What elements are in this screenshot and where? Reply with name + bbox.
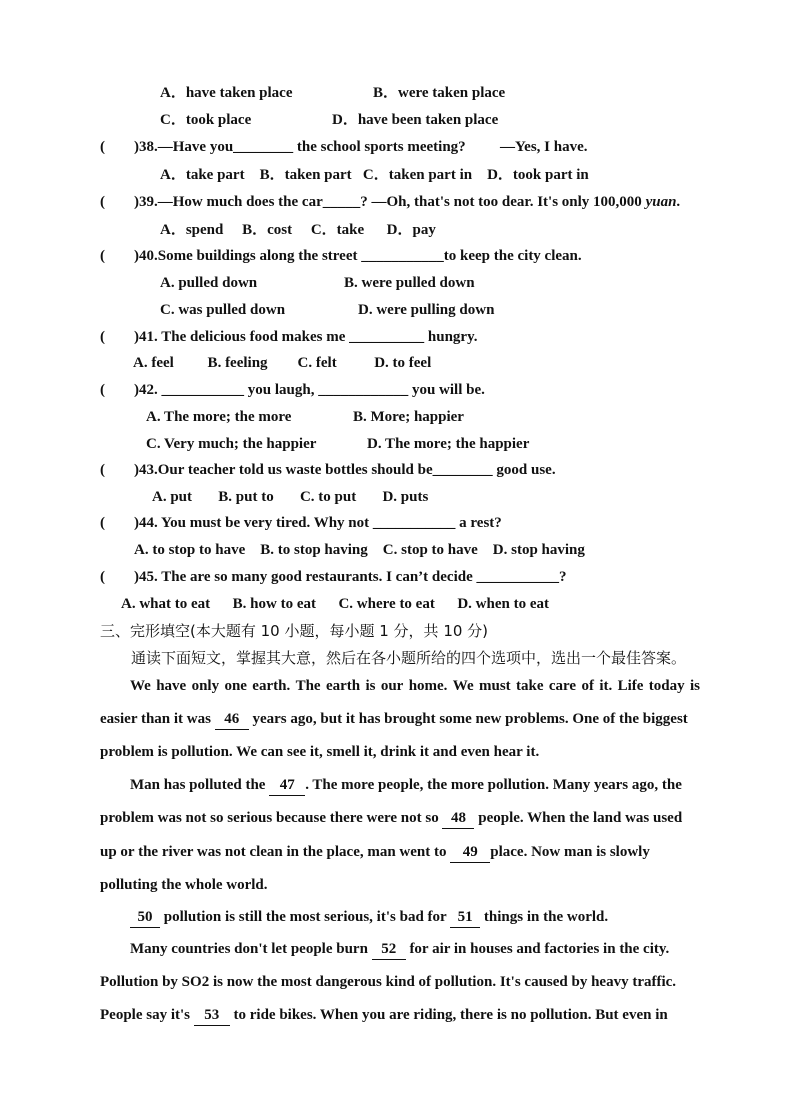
section-heading: 三、完形填空(本大题有 10 小题，每小题 1 分，共 10 分) — [100, 622, 489, 640]
q37-option-b: B．were taken place — [373, 85, 506, 101]
answer-paren-close: ) — [134, 462, 139, 478]
question-text: 40.Some buildings along the street — [139, 248, 362, 264]
question-reply: —Yes, I have. — [500, 139, 588, 155]
passage-word: only — [191, 678, 220, 694]
q42-option-a: A. The more; the more — [146, 409, 292, 425]
answer-paren-close: ) — [134, 248, 139, 264]
answer-blank: ________ — [432, 462, 493, 478]
passage-word: must — [479, 678, 511, 694]
passage-p4-line1: Many countries don't let people burn 52 for air in houses and factories in the city. — [130, 939, 700, 960]
q44-options: A. to stop to have B. to stop having C. stop to have D. stop having — [134, 542, 585, 558]
question-text: the school sports meeting? — [293, 139, 466, 155]
cloze-blank-53: 53 — [194, 1005, 230, 1026]
question-text: you laugh, — [244, 382, 319, 398]
q38-options: A．take part B．taken part C．taken part in D．took part in — [160, 167, 589, 183]
answer-blank: ___________ — [361, 248, 444, 264]
q39-options: A．spend B．cost C．take D．pay — [160, 222, 436, 238]
answer-paren-close: ) — [134, 139, 139, 155]
question-text: you will be. — [408, 382, 485, 398]
passage-p2-line3: up or the river was not clean in the place, man went to 49 place. Now man is slowly — [100, 842, 700, 863]
passage-p4-line2: Pollution by SO2 is now the most dangerous kind of pollution. It's caused by heavy traffic. — [100, 974, 677, 990]
answer-blank: ________ — [233, 139, 294, 155]
answer-paren-open: ( — [100, 382, 105, 398]
passage-p1-line2: easier than it was 46 years ago, but it has brought some new problems. One of the biggest — [100, 709, 700, 730]
passage-word: The — [295, 678, 321, 694]
question-text: 38.—Have you — [139, 139, 234, 155]
question-text: 39.—How much does the car — [139, 194, 323, 210]
passage-p2-line1: Man has polluted the 47 . The more people, the more pollution. Many years ago, the — [130, 775, 700, 796]
passage-word: it. — [599, 678, 613, 694]
cloze-blank-48: 48 — [442, 808, 474, 829]
answer-paren-open: ( — [100, 329, 105, 345]
question-text: a rest? — [455, 515, 502, 531]
passage-word: earth. — [252, 678, 291, 694]
passage-p1-line3: problem is pollution. We can see it, smell it, drink it and even hear it. — [100, 744, 540, 760]
q43-options: A. put B. put to C. to put D. puts — [152, 489, 429, 505]
passage-p1-line1 — [130, 676, 700, 696]
cloze-blank-50: 50 — [130, 907, 160, 928]
q45-options: A. what to eat B. how to eat C. where to eat D. when to eat — [121, 596, 549, 612]
q40-option-d: D. were pulling down — [358, 302, 495, 318]
passage-word: is — [689, 678, 700, 694]
q40-option-c: C. was pulled down — [160, 302, 286, 318]
answer-paren-close: ) — [134, 515, 139, 531]
answer-blank: ___________ — [476, 569, 559, 585]
answer-paren-close: ) — [134, 382, 139, 398]
cloze-blank-47: 47 — [269, 775, 305, 796]
question-text: 42. — [139, 382, 162, 398]
q40-option-a: A. pulled down — [160, 275, 258, 291]
question-text: 41. The delicious food makes me — [139, 329, 350, 345]
passage-word: home. — [408, 678, 448, 694]
cloze-blank-51: 51 — [450, 907, 480, 928]
question-text: 45. The are so many good restaurants. I can’t decide — [139, 569, 477, 585]
passage-word: We — [130, 678, 151, 694]
q42-option-d: D. The more; the happier — [367, 436, 530, 452]
question-text: ? — [559, 569, 567, 585]
question-text: to keep the city clean. — [443, 248, 582, 264]
answer-paren-close: ) — [134, 194, 139, 210]
question-text: 44. You must be very tired. Why not — [139, 515, 373, 531]
q42-option-b: B. More; happier — [353, 409, 464, 425]
cloze-blank-52: 52 — [372, 939, 406, 960]
question-text: ? —Oh, that's not too dear. It's only 100,000 — [360, 194, 646, 210]
answer-blank: _____ — [322, 194, 361, 210]
answer-blank: ___________ — [372, 515, 456, 531]
q37-option-c: C．took place — [160, 112, 252, 128]
answer-blank: ___________ — [161, 382, 244, 398]
answer-paren-open: ( — [100, 569, 105, 585]
answer-paren-open: ( — [100, 248, 105, 264]
passage-word: is — [365, 678, 376, 694]
exam-page: A．have taken place B．were taken place C．took place D．have been taken place ( )38.—Have you________ the school sports meeting? —Yes, I have. A．take part B．taken part C．taken part in D．took part in ( )39.—How much does the car_____? —Oh, that's not too dear. It's only 100,000 yuan. A．spend B．cost C．take D．pay ( )40.Some buildings along the street ___________to keep the city clean. A. pulled down B. were pulled down C. was pulled down D. were pulling down ( )41. The delicious food makes me __________ hungry. A. feel B. feeling C. felt D. to feel ( )42. ___________ you laugh, ____________ you will be. A. The more; the more B. More; happier C. Very much; the happier D. The more; the happier ( )43.Our teacher told us waste bottles should be________ good use. A. put B. put to C. to put D. puts ( )44. You must be very tired. Why not ___________ a rest? A. to stop to have B. to stop having C. stop to have D. stop having ( )45. The are so many good restaurants. I can’t decide ___________? A. what to eat B. how to eat C. where to eat D. when to eat 三、完形填空(本大题有 10 小题，每小题 1 分，共 10 分) 通读下面短文，掌握其大意，然后在各小题所给的四个选项中，选出一个最佳答案。 We have only one earth. The earth is our home. We must take care of it. Life today is easier than it was 46 years ago, but it has brought some new problems. One of the biggest problem is pollution. We can see it, smell it, drink it and even hear it. Man has polluted the 47 . The more people, the more pollution. Many years ago, the problem was not so serious because there were not so 48 people. When the land was used up or the river was not clean in the place, man went to 49 place. Now man is slowly polluting the whole world. 50 pollution is still the most serious, it's bad for 51 things in the world. Many countries don't let people burn 52 for air in houses and factories in the city. Pollution by SO2 is now the most dangerous kind of pollution. It's caused by heavy traffic. People say it's 53 to ride bikes. When you are riding, there is no pollution. But even in — [0, 0, 800, 1107]
passage-word: today — [648, 678, 685, 694]
passage-p4-line3: People say it's 53 to ride bikes. When you are riding, there is no pollution. But even in — [100, 1005, 700, 1026]
passage-word: care — [548, 678, 577, 694]
passage-p2-line2: problem was not so serious because there were not so 48 people. When the land was used — [100, 808, 700, 829]
answer-paren-open: ( — [100, 194, 105, 210]
q37-option-d: D．have been taken place — [332, 112, 499, 128]
q40-option-b: B. were pulled down — [344, 275, 475, 291]
passage-word: one — [224, 678, 247, 694]
passage-word: have — [156, 678, 187, 694]
answer-paren-open: ( — [100, 515, 105, 531]
question-text: good use. — [492, 462, 556, 478]
q41-options: A. feel B. feeling C. felt D. to feel — [133, 355, 432, 371]
section-instruction: 通读下面短文，掌握其大意，然后在各小题所给的四个选项中，选出一个最佳答案。 — [131, 649, 687, 667]
passage-word: earth — [325, 678, 361, 694]
question-text: 43.Our teacher told us waste bottles should be — [139, 462, 433, 478]
answer-paren-close: ) — [134, 569, 139, 585]
passage-p3: 50 pollution is still the most serious, it's bad for 51 things in the world. — [130, 907, 700, 928]
passage-word: take — [516, 678, 544, 694]
cloze-blank-46: 46 — [215, 709, 249, 730]
answer-paren-open: ( — [100, 139, 105, 155]
passage-word: Life — [617, 678, 644, 694]
q42-option-c: C. Very much; the happier — [146, 436, 317, 452]
passage-p2-line4: polluting the whole world. — [100, 877, 268, 893]
q37-option-a: A．have taken place — [160, 85, 293, 101]
answer-paren-open: ( — [100, 462, 105, 478]
passage-word: of — [581, 678, 594, 694]
answer-blank: __________ — [349, 329, 425, 345]
answer-paren-close: ) — [134, 329, 139, 345]
cloze-blank-49: 49 — [450, 842, 490, 863]
passage-word: We — [452, 678, 474, 694]
passage-word: our — [380, 678, 404, 694]
question-text-italic: yuan — [645, 194, 677, 210]
answer-blank: ____________ — [318, 382, 409, 398]
question-text: hungry. — [424, 329, 478, 345]
